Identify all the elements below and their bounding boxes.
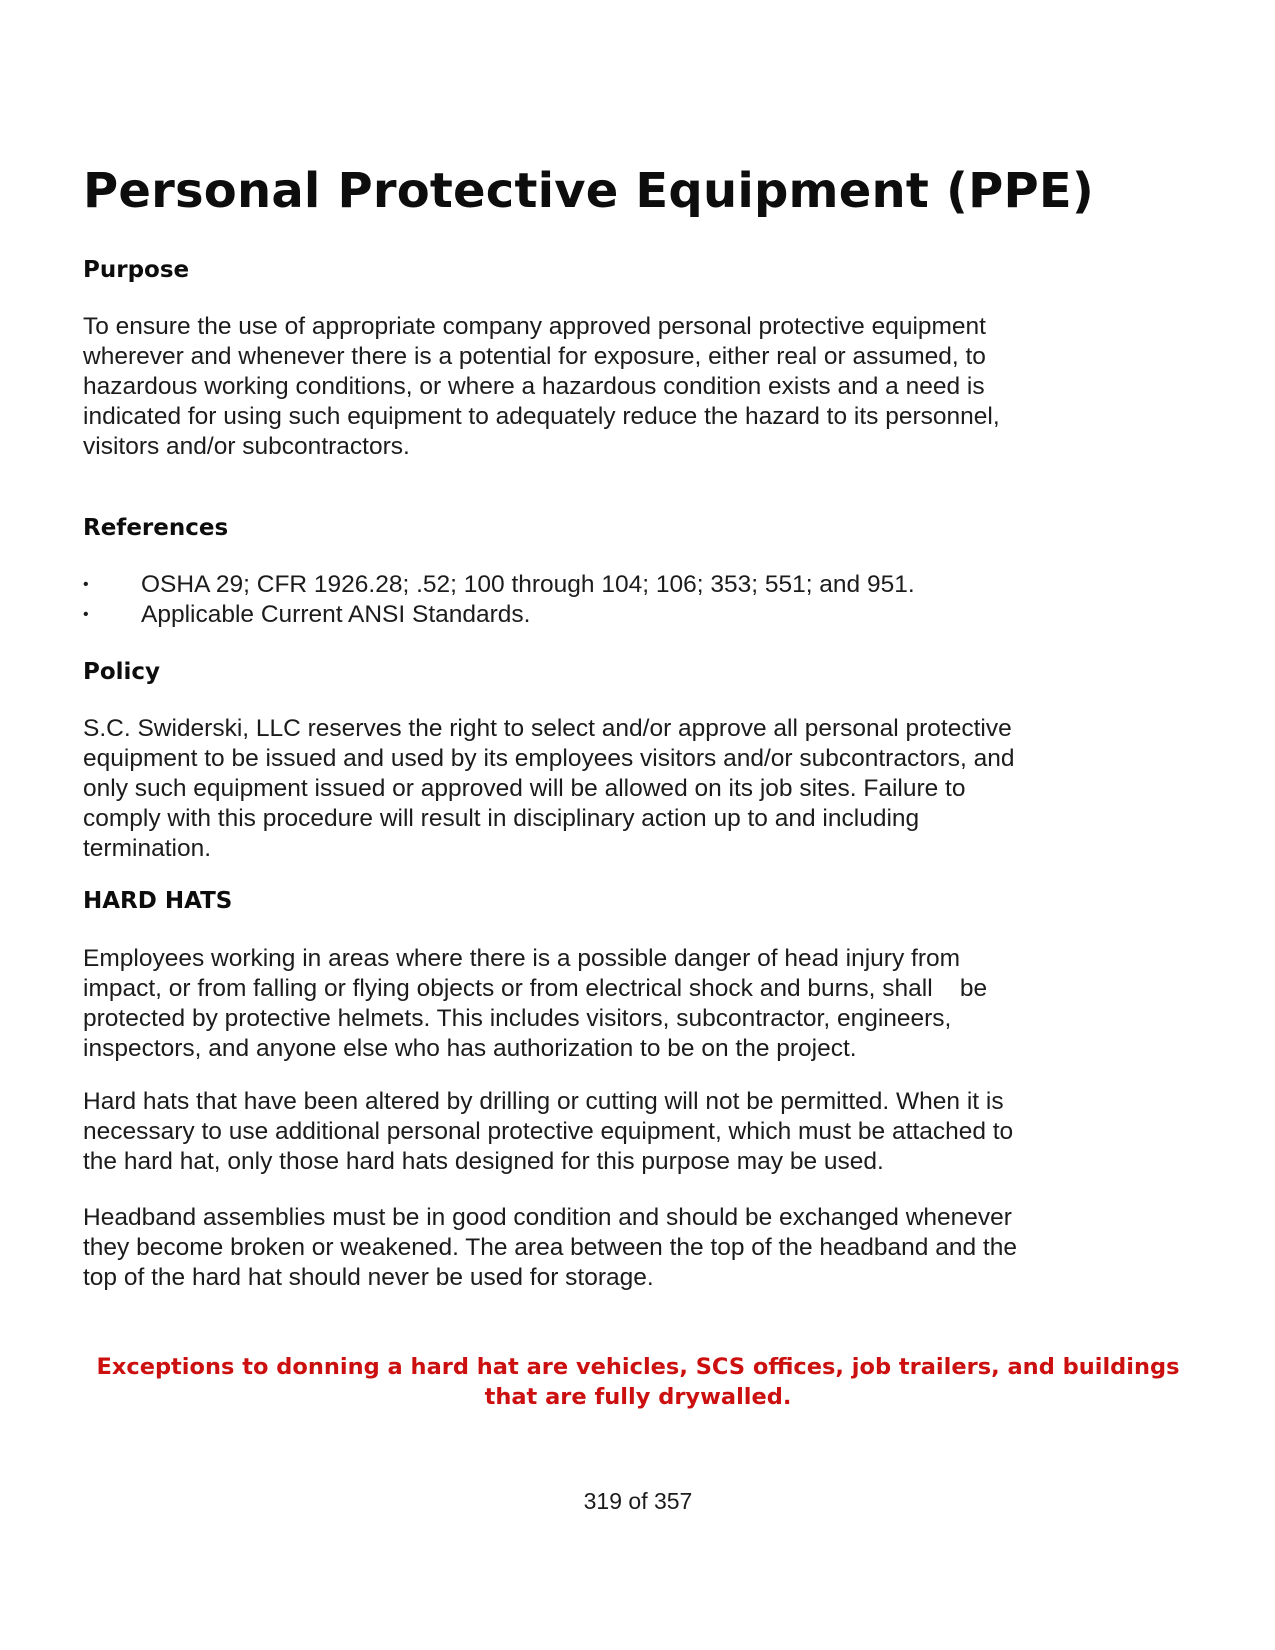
list-item-text: Applicable Current ANSI Standards. [141, 601, 531, 628]
hard-hats-paragraph-2 [83, 1087, 1193, 1177]
purpose-heading: Purpose [83, 257, 190, 283]
text-line: equipment to be issued and used by its employees visitors and/or subcontractors, and [83, 745, 1015, 772]
text-line: indicated for using such equipment to adequately reduce the hazard to its personnel, [83, 403, 1000, 430]
text-line: hazardous working conditions, or where a hazardous condition exists and a need is [83, 373, 985, 400]
hard-hats-paragraph-3 [83, 1203, 1193, 1293]
hard-hat-exceptions-notice [83, 1352, 1193, 1412]
bullet-icon: • [83, 606, 89, 623]
hard-hats-heading: HARD HATS [83, 888, 233, 914]
text-line: wherever and whenever there is a potential for exposure, either real or assumed, to [83, 343, 986, 370]
bullet-icon: • [83, 576, 89, 593]
text-line: top of the hard hat should never be used for storage. [83, 1264, 654, 1291]
text-line: comply with this procedure will result in disciplinary action up to and including [83, 805, 920, 832]
text-line: termination. [83, 835, 212, 862]
text-line: they become broken or weakened. The area between the top of the headband and the [83, 1234, 1017, 1261]
list-item [83, 600, 915, 630]
page-number: 319 of 357 [583, 1488, 693, 1514]
policy-heading: Policy [83, 659, 161, 685]
list-item-text: OSHA 29; CFR 1926.28; .52; 100 through 104; 106; 353; 551; and 951. [141, 571, 915, 598]
text-line: Employees working in areas where there is a possible danger of head injury from [83, 945, 961, 972]
page-title: Personal Protective Equipment (PPE) [83, 163, 1094, 219]
notice-line: Exceptions to donning a hard hat are vehicles, SCS offices, job trailers, and buildings [96, 1354, 1180, 1380]
references-heading: References [83, 515, 229, 541]
text-line: impact, or from falling or flying objects or from electrical shock and burns, shall be [83, 975, 988, 1002]
text-line: visitors and/or subcontractors. [83, 433, 410, 460]
text-line: the hard hat, only those hard hats designed for this purpose may be used. [83, 1148, 884, 1175]
text-line: Hard hats that have been altered by drilling or cutting will not be permitted. When it is [83, 1088, 1004, 1115]
list-item [83, 570, 915, 600]
text-line: S.C. Swiderski, LLC reserves the right to select and/or approve all personal protective [83, 715, 1012, 742]
notice-line: that are fully drywalled. [484, 1384, 792, 1410]
hard-hats-paragraph-1 [83, 944, 1193, 1064]
text-line: inspectors, and anyone else who has authorization to be on the project. [83, 1035, 857, 1062]
text-line: necessary to use additional personal protective equipment, which must be attached to [83, 1118, 1014, 1145]
text-line: protected by protective helmets. This includes visitors, subcontractor, engineers, [83, 1005, 952, 1032]
text-line: To ensure the use of appropriate company approved personal protective equipment [83, 313, 986, 340]
text-line: only such equipment issued or approved will be allowed on its job sites. Failure to [83, 775, 966, 802]
policy-paragraph [83, 714, 1193, 864]
document-page [83, 0, 1193, 1650]
purpose-paragraph [83, 312, 1193, 462]
references-list [83, 570, 915, 630]
text-line: Headband assemblies must be in good condition and should be exchanged whenever [83, 1204, 1012, 1231]
